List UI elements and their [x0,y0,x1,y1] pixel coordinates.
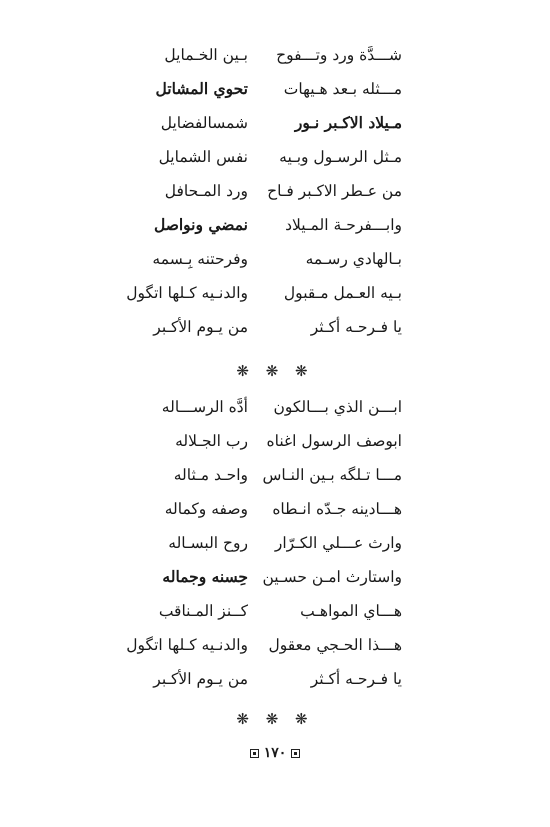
verse-first-hemistich: بـيه العـمل مـقبول [283,284,402,302]
verse-first-hemistich: مـيلاد الاكـبر نـور [294,113,402,132]
verse-first-hemistich: يا فـرحـه أكـثر [310,670,402,688]
verse-first-hemistich: هـــادينه جـدّه انـطاه [272,500,402,518]
verse-first-hemistich: يا فـرحـه أكـثر [310,318,402,336]
verse-first-hemistich: مـــا تـلگه بـين النـاس [262,466,402,484]
verse-line [0,108,550,142]
verse-first-hemistich: هـــذا الحـجي معقول [268,636,402,654]
verse-line [0,74,550,108]
verse-first-hemistich: بـالهادي رسـمه [305,250,402,268]
verse-line [0,596,550,630]
stanza-separator-2: ❋ ❋ ❋ [236,710,314,728]
verse-second-hemistich: بـين الخـمايل [164,46,248,64]
verse-second-hemistich: نفس الشمايل [158,148,248,166]
verse-second-hemistich: والدنـيه كـلها اتگول [126,284,248,302]
verse-line [0,630,550,664]
verse-second-hemistich: رب الجـلاله [175,432,248,450]
poem-stanza-2 [0,392,550,698]
verse-first-hemistich: وابـــفرحـة المـيلاد [285,216,402,234]
verse-second-hemistich: نمضي ونواصل [153,215,248,234]
verse-first-hemistich: واستارث امـن حسـين [262,568,402,586]
verse-second-hemistich: حِسنه وجماله [162,567,248,586]
verse-line [0,176,550,210]
verse-second-hemistich: والدنـيه كـلها اتگول [126,636,248,654]
stanza-separator-1: ❋ ❋ ❋ [236,362,314,380]
verse-second-hemistich: تحوي المشاتل [155,79,248,98]
poem-stanza-1 [0,40,550,346]
verse-second-hemistich: شمسالفضايل [160,114,248,132]
verse-second-hemistich: وصفه وكماله [164,500,248,518]
verse-second-hemistich: من يـوم الأكـبر [153,670,248,688]
verse-second-hemistich: روح البسـاله [168,534,248,552]
verse-line [0,244,550,278]
verse-second-hemistich: ورد المـحافل [164,182,248,200]
verse-line [0,460,550,494]
verse-line [0,494,550,528]
verse-first-hemistich: شـــدَّة ورد وتـــفوح [276,46,402,64]
verse-first-hemistich: وارث عـــلي الكـرّار [274,534,402,552]
verse-second-hemistich: كــنز المـناقب [158,602,248,620]
verse-first-hemistich: مـثل الرسـول وبـيه [279,148,402,166]
verse-line [0,664,550,698]
verse-second-hemistich: أدَّه الرســـاله [161,398,248,416]
verse-line [0,210,550,244]
verse-first-hemistich: من عـطر الاكـبر فـاح [267,182,402,200]
verse-line [0,392,550,426]
page-number-ornament-icon [250,749,259,758]
verse-line [0,40,550,74]
verse-second-hemistich: وفرحتنه بِـسمه [152,250,248,268]
verse-line [0,312,550,346]
verse-line [0,426,550,460]
verse-line [0,278,550,312]
verse-second-hemistich: واحـد مـثاله [173,466,248,484]
verse-line [0,528,550,562]
page-number-ornament-icon [291,749,300,758]
page-number-value: ١٧٠ [263,745,287,761]
verse-first-hemistich: ابـــن الذي بـــالكون [273,398,402,416]
verse-first-hemistich: مـــثله بـعد هـيهات [283,80,402,98]
verse-second-hemistich: من يـوم الأكـبر [153,318,248,336]
verse-first-hemistich: ابوصف الرسول اغناه [266,432,402,450]
verse-first-hemistich: هـــاي المواهـب [300,602,402,620]
verse-line [0,142,550,176]
verse-line [0,562,550,596]
page-number [0,745,550,761]
